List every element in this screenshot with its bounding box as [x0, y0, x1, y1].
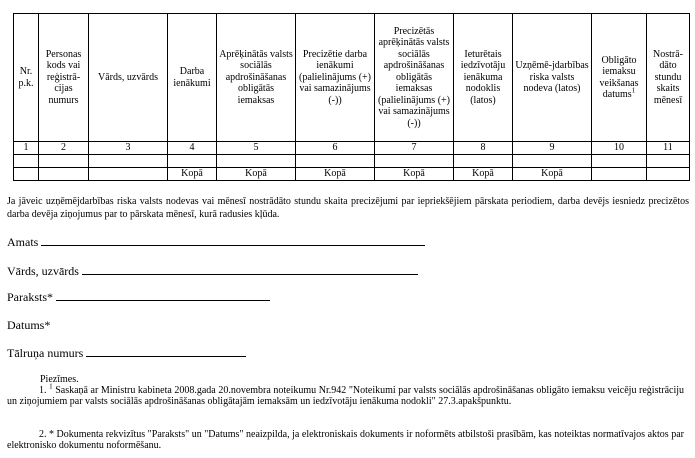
table-cell: [39, 155, 89, 168]
col-header-name: Vārds, uzvārds: [89, 14, 168, 142]
table-row: [14, 155, 690, 168]
table-cell: [217, 155, 296, 168]
signature-line: [56, 290, 270, 301]
signature-label: Paraksts*: [7, 290, 53, 304]
table-cell: [592, 168, 647, 181]
table-cell: [39, 168, 89, 181]
table-cell: [14, 168, 39, 181]
col-number: 9: [513, 142, 592, 155]
phone-line: [86, 346, 246, 357]
table-cell: [513, 155, 592, 168]
total-cell: Kopā: [217, 168, 296, 181]
total-cell: Kopā: [296, 168, 375, 181]
position-line: [41, 235, 425, 246]
table-cell: [647, 168, 690, 181]
table-cell: [168, 155, 217, 168]
table-cell: [296, 155, 375, 168]
col-number: 10: [592, 142, 647, 155]
col-header-income-tax: Ieturētais iedzīvotāju ienākuma nodoklis (latos): [454, 14, 513, 142]
col-header-corrected-income: Precizētie darba ienākumi (palielinājums (+) vai samazinājums (-)): [296, 14, 375, 142]
position-label: Amats: [7, 235, 39, 249]
table-cell: [592, 155, 647, 168]
col-header-personal-code: Personas kods vai reģistrā-cijas numurs: [39, 14, 89, 142]
col-header-risk-fee: Uzņēmē-jdarbības riska valsts nodeva (latos): [513, 14, 592, 142]
col-header-hours: Nostrā-dāto stundu skaits mēnesī: [647, 14, 690, 142]
notes-heading: Piezīmes.: [40, 374, 79, 385]
table-cell: [454, 155, 513, 168]
footnote-mark: 1: [631, 86, 636, 95]
total-cell: Kopā: [513, 168, 592, 181]
date-label: Datums*: [7, 318, 51, 332]
signature-field: [7, 290, 270, 304]
note-1: 1. $^1$ Saskaņā ar Ministru kabineta 2008.gada 20.novembra noteikumu Nr.942 "Noteikumi par valsts sociālās apdrošināšanas obligāto iemaksu veicēju reģistrāciju un ziņojumiem par valsts sociālās apdrošināšanas obligātajām iemaksām un iedzīvotāju ienākuma nodokli" 27.3.apakšpunktu.: [7, 382, 685, 407]
header-row: [14, 14, 690, 142]
date-field: [7, 318, 50, 332]
total-row: [14, 168, 690, 181]
col-number: 7: [375, 142, 454, 155]
phone-label: Tālruņa numurs: [7, 346, 84, 360]
correction-paragraph: Ja jāveic uzņēmējdarbības riska valsts nodevas vai mēnesī nostrādāto stundu skaita precizējumi par iepriekšējiem pārskata periodiem, darba devējs iesniedz precizētos darba devēja ziņojumus par to pārskata mēnesī, kurā radusies kļūda.: [7, 196, 689, 220]
name-field: [7, 264, 418, 278]
total-cell: Kopā: [454, 168, 513, 181]
col-number: 8: [454, 142, 513, 155]
col-number: 3: [89, 142, 168, 155]
col-header-income: Darba ienākumi: [168, 14, 217, 142]
col-header-corrected-contributions: Precizētās aprēķinātās valsts sociālās apdrošināšanas obligātās iemaksas (palielinājums (+) vai samazinājums (-)): [375, 14, 454, 142]
col-number: 1: [14, 142, 39, 155]
total-cell: Kopā: [168, 168, 217, 181]
name-line: [82, 264, 418, 275]
column-number-row: [14, 142, 690, 155]
table-cell: [89, 168, 168, 181]
position-field: [7, 235, 425, 249]
report-table: [13, 13, 690, 181]
col-header-payment-date: Obligāto iemaksu veikšanas datums$^1$: [592, 14, 647, 142]
table-cell: [89, 155, 168, 168]
col-number: 4: [168, 142, 217, 155]
note-2: 2. * Dokumenta rekvizītus "Paraksts" un "Datums" neaizpilda, ja elektroniskais dokuments ir noformēts atbilstoši prasībām, kas noteiktas normatīvajos aktos par elektronisko dokumentu noformēšanu.: [7, 429, 684, 451]
col-number: 6: [296, 142, 375, 155]
col-number: 5: [217, 142, 296, 155]
col-header-nr: Nr. p.k.: [14, 14, 39, 142]
col-header-contributions: Aprēķinātās valsts sociālās apdrošināšanas obligātās iemaksas: [217, 14, 296, 142]
col-number: 2: [39, 142, 89, 155]
name-label: Vārds, uzvārds: [7, 264, 79, 278]
table-cell: [375, 155, 454, 168]
table-cell: [14, 155, 39, 168]
phone-field: [7, 346, 246, 360]
table-cell: [647, 155, 690, 168]
col-number: 11: [647, 142, 690, 155]
total-cell: Kopā: [375, 168, 454, 181]
